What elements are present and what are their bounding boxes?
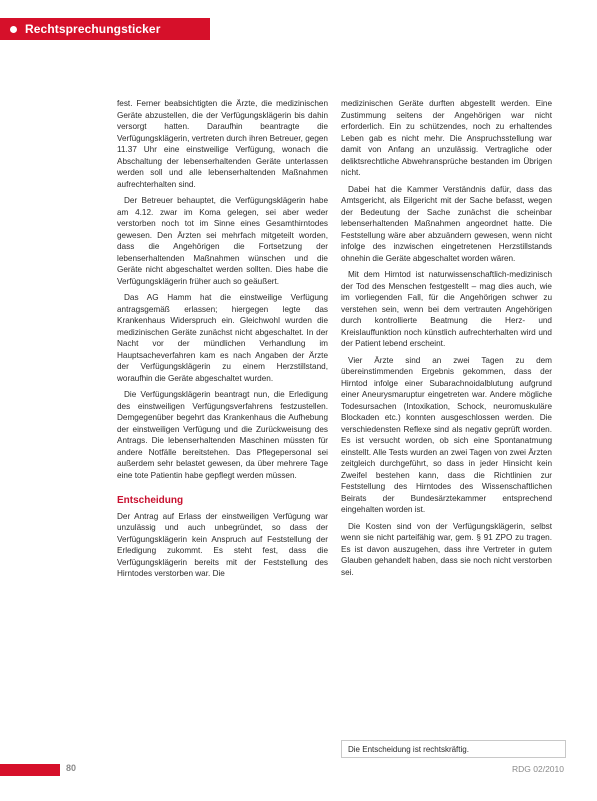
page-number: 80 <box>66 763 77 773</box>
header-strip <box>0 18 210 40</box>
paragraph: Das AG Hamm hat die einstweilige Verfügung antragsgemäß erlassen; hiergegen legte das Krankenhaus Widerspruch ein. Gleichwohl wurden die medizinischen Geräte zunächst nicht abgeschaltet. In der Nacht vor der mündlichen Verhandlung im Hauptsacheverfahren kam es nach Angaben der Ärzte der Verfügungsklägerin zu einem Herzstillstand, woraufhin die Geräte abgeschaltet wurden. <box>117 293 328 383</box>
paragraph: Die Verfügungsklägerin beantragt nun, die Erledigung des einstweiligen Verfügungsverfahrens festzustellen. Demgegenüber begehrt das Krankenhaus die Aufhebung der einstweiligen Verfügung und die Zurückweisung des Antrags. Die lebenserhaltenden Maschinen müssten für andere Notfälle bereitstehen. Das Pflegepersonal sei außerdem sehr belastet gewesen, da über mehrere Tage eine tote Patientin habe gepflegt werden müssen. <box>117 390 328 480</box>
paragraph: medizinischen Geräte durften abgestellt werden. Eine Zustimmung seitens der Angehörigen war nicht erforderlich. Ein zu schützendes, noch zu erhaltendes Leben gab es nicht mehr. Die Anspruchsstellung war damit von Anfang an unzulässig. Vertragliche oder deliktsrechtliche Abwehransprüche bestanden im Übrigen nicht. <box>341 99 552 177</box>
section-heading: Entscheidung <box>117 495 184 506</box>
issue-label: RDG 02/2010 <box>512 764 564 774</box>
footer-strip <box>0 764 60 776</box>
bullet-dot-icon <box>10 26 17 33</box>
paragraph: Vier Ärzte sind an zwei Tagen zu dem übereinstimmenden Ergebnis gekommen, dass der Hirntod infolge einer Subarachnoidalblutung aufgrund einer Aneurysmaruptur eingetreten war. Andere mögliche Todesursachen (Intoxikation, Schock, neuromuskuläre Blockaden etc.) konnten ausgeschlossen werden. Die verschiedensten Reflexe sind als negativ geprüft worden. Es ist versucht worden, ob sich eine Spontanatmung einstellt. Alle Tests wurden an zwei Tagen von zwei Ärzten zeitgleich durchgeführt, so dass in jeder Hinsicht kein Zweifel bestehen kann, dass die Richtlinien zur Feststellung des Hirntodes des Wissenschaftlichen Beirats der Bundesärztekammer entsprechend eingehalten worden ist. <box>341 355 552 514</box>
left-column <box>117 98 328 585</box>
paragraph: Die Kosten sind von der Verfügungsklägerin, selbst wenn sie nicht parteifähig war, gem. § 91 ZPO zu tragen. Es ist davon auszugehen, dass ihre Vertreter in gutem Glauben gehandelt haben, dass sie noch nicht verstorben sei. <box>341 521 552 577</box>
paragraph: fest. Ferner beabsichtigten die Ärzte, die medizinischen Geräte abzustellen, die der Verfügungsklägerin bis dahin versorgt hatten. Daraufhin beantragte die Verfügungsklägerin, vertreten durch ihren Betreuer, gegen 11.37 Uhr eine einstweilige Verfügung, wonach die Abschaltung der lebenserhaltenden Geräte unterlassen werden soll und alle lebenserhaltenden Maßnahmen aufrechterhalten sind. <box>117 99 328 189</box>
paragraph: Dabei hat die Kammer Verständnis dafür, dass das Amtsgericht, als Eilgericht mit der Sache befasst, wegen der Bedeutung der Sache zunächst die scheinbar lebenserhaltenden Maßnahmen angeordnet hatte. Die Feststellung wäre aber abzuändern gewesen, wenn nicht infolge des inzwischen eingetretenen Herzstillstands ohnehin die Geräte abgeschaltet worden wären. <box>341 184 552 263</box>
note-box: Die Entscheidung ist rechtskräftig. <box>341 740 566 758</box>
paragraph: Der Antrag auf Erlass der einstweiligen Verfügung war unzulässig und auch unbegründet, so dass der Verfügungsklägerin kein Anspruch auf Feststellung der Erledigung zukommt. Es steht fest, dass die Verfügungsklägerin bereits mit der Feststellung des Hirntodes verstorben war. Die <box>117 511 328 578</box>
paragraph: Der Betreuer behauptet, die Verfügungsklägerin habe am 4.12. zwar im Koma gelegen, sei aber weder verstorben noch tot im Sinne eines Gesamthirntodes gewesen. Den Ärzten sei mehrfach mitgeteilt worden, dass die Angehörigen die Fortsetzung der lebenserhaltenden Maßnahmen wünschen und die Geräte nicht abgeschaltet werden sollten. Dies habe die Verfügungsklägerin früher auch so geäußert. <box>117 196 328 286</box>
right-column <box>341 98 552 583</box>
page-header <box>0 0 597 72</box>
section-title: Rechtsprechungsticker <box>25 22 161 36</box>
paragraph: Mit dem Hirntod ist naturwissenschaftlich-medizinisch der Tod des Menschen festgestellt – mag dies auch, wie im vorliegenden Fall, für die Angehörigen schwer zu verstehen sein, wenn bei dem vertrauten Angehörigen durch kontrollierte Beatmung die Herz- und Kreislauffunktion noch künstlich aufrechterhalten wird und der Patient lebend erscheint. <box>341 270 552 348</box>
article-body <box>117 98 569 738</box>
